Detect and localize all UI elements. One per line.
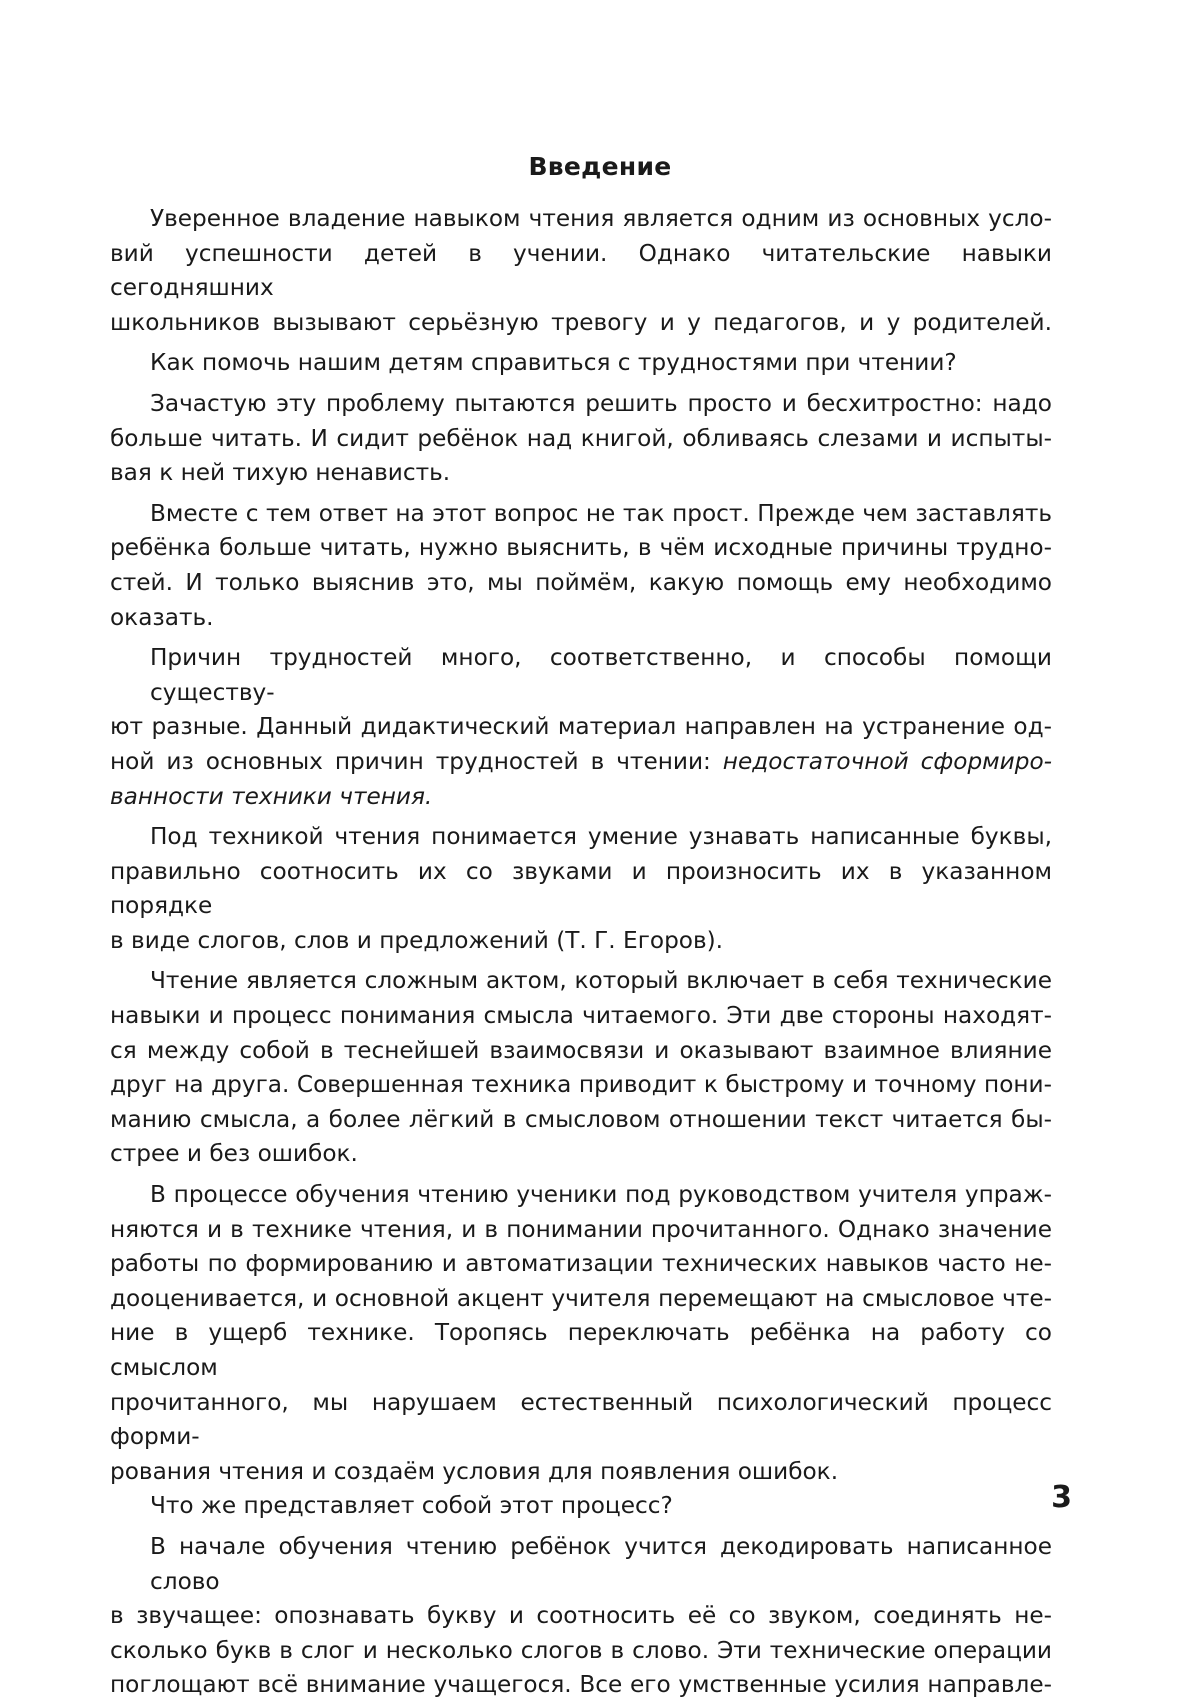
text-line bbox=[110, 1599, 1052, 1634]
text-line bbox=[110, 964, 1052, 999]
text-line bbox=[110, 346, 1052, 381]
text-line bbox=[110, 1282, 1052, 1317]
text-line bbox=[110, 566, 1052, 601]
text-line-content: навыки и процесс понимания смысла читаемого. Эти две стороны находят- bbox=[110, 1002, 1052, 1030]
text-line bbox=[110, 1137, 1052, 1172]
text-line-content: работы по формированию и автоматизации технических навыков часто не- bbox=[110, 1250, 1052, 1278]
text-line-content: Как помочь нашим детям справиться с трудностями при чтении? bbox=[150, 349, 957, 377]
text-line-content: оказать. bbox=[110, 603, 214, 631]
text-line bbox=[110, 1386, 1052, 1455]
text-line bbox=[110, 745, 1052, 780]
text-line-content: дооценивается, и основной акцент учителя перемещают на смысловое чте- bbox=[110, 1284, 1052, 1312]
text-line-content: сколько букв в слог и несколько слогов в слово. Эти технические операции bbox=[110, 1636, 1052, 1664]
text-line-content: Уверенное владение навыком чтения является одним из основных усло- bbox=[150, 205, 1052, 232]
text-line bbox=[110, 601, 1052, 636]
text-line bbox=[110, 1316, 1052, 1385]
text-line bbox=[110, 1455, 1052, 1490]
text-line bbox=[110, 710, 1052, 745]
text-line-content: стей. И только выяснив это, мы поймём, какую помощь ему необходимо bbox=[110, 568, 1052, 596]
page-number: 3 bbox=[1051, 1480, 1072, 1515]
text-line-content: правильно соотносить их со звуками и произносить их в указанном порядке bbox=[110, 857, 1052, 920]
text-line bbox=[110, 1668, 1052, 1703]
text-line-content: рования чтения и создаём условия для появления ошибок. bbox=[110, 1457, 839, 1485]
text-line bbox=[110, 306, 1052, 341]
text-line-content: В процессе обучения чтению ученики под руководством учителя упраж- bbox=[150, 1181, 1052, 1209]
text-line-content: манию смысла, а более лёгкий в смысловом отношении текст читается бы- bbox=[110, 1105, 1052, 1133]
text-line-content: ребёнка больше читать, нужно выяснить, в чём исходные причины трудно- bbox=[110, 534, 1052, 562]
text-line bbox=[110, 1068, 1052, 1103]
text-line-content: в звучащее: опознавать букву и соотносить её со звуком, соединять не- bbox=[110, 1602, 1052, 1630]
text-line bbox=[110, 999, 1052, 1034]
text-line-content: няются и в технике чтения, и в понимании прочитанного. Однако значение bbox=[110, 1215, 1052, 1243]
text-line bbox=[110, 237, 1052, 306]
text-line bbox=[110, 855, 1052, 924]
text-line-content: ся между собой в теснейшей взаимосвязи и оказывают взаимное влияние bbox=[110, 1036, 1052, 1064]
text-line-content: Чтение является сложным актом, который включает в себя технические bbox=[150, 967, 1052, 995]
page-title: Введение bbox=[528, 152, 672, 181]
text-line bbox=[110, 1530, 1052, 1599]
text-line-content: Что же представляет собой этот процесс? bbox=[150, 1492, 673, 1520]
text-line bbox=[110, 924, 1052, 959]
text-line bbox=[110, 387, 1052, 422]
text-line-content: Зачастую эту проблему пытаются решить просто и бесхитростно: надо bbox=[150, 389, 1052, 417]
text-line-content: стрее и без ошибок. bbox=[110, 1140, 358, 1168]
text-line bbox=[110, 456, 1052, 491]
text-line bbox=[110, 1213, 1052, 1248]
text-line bbox=[110, 780, 1052, 815]
text-line bbox=[110, 820, 1052, 855]
text-line-content: ние в ущерб технике. Торопясь переключать ребёнка на работу со смыслом bbox=[110, 1319, 1052, 1381]
text-line bbox=[110, 1178, 1052, 1213]
text-line-content: ют разные. Данный дидактический материал направлен на устранение од- bbox=[110, 713, 1052, 741]
text-line bbox=[110, 1034, 1052, 1069]
italic-emphasis: недостаточной сформиро- bbox=[722, 747, 1052, 775]
text-line bbox=[110, 1634, 1052, 1669]
text-line bbox=[110, 497, 1052, 532]
text-line-content: в виде слогов, слов и предложений (Т. Г. Егоров). bbox=[110, 926, 724, 954]
text-line-content: вая к ней тихую ненависть. bbox=[110, 459, 451, 487]
text-line bbox=[110, 1103, 1052, 1138]
text-line-content: В начале обучения чтению ребёнок учится декодировать написанное слово bbox=[150, 1532, 1052, 1595]
text-line-content: Под техникой чтения понимается умение узнавать написанные буквы, bbox=[150, 823, 1052, 851]
text-line-content: друг на друга. Совершенная техника приводит к быстрому и точному пони- bbox=[110, 1071, 1052, 1099]
text-line-content: Причин трудностей много, соответственно, и способы помощи существу- bbox=[150, 644, 1052, 706]
text-line-content: Вместе с тем ответ на этот вопрос не так прост. Прежде чем заставлять bbox=[150, 499, 1052, 527]
text-line bbox=[110, 422, 1052, 457]
text-line bbox=[110, 531, 1052, 566]
text-line-content: прочитанного, мы нарушаем естественный психологический процесс форми- bbox=[110, 1388, 1052, 1451]
text-line bbox=[110, 1247, 1052, 1282]
text-line bbox=[110, 641, 1052, 710]
text-line-content: вий успешности детей в учении. Однако читательские навыки сегодняшних bbox=[110, 239, 1052, 302]
text-line-content: школьников вызывают серьёзную тревогу и у педагогов, и у родителей. bbox=[110, 308, 1052, 336]
italic-emphasis: ванности техники чтения. bbox=[110, 782, 433, 810]
text-line-content: ной из основных причин трудностей в чтении: bbox=[110, 747, 723, 775]
text-line-content: больше читать. И сидит ребёнок над книгой, обливаясь слезами и испыты- bbox=[110, 424, 1052, 452]
text-line bbox=[110, 202, 1052, 237]
text-line bbox=[110, 1489, 1052, 1524]
text-line-content: поглощают всё внимание учащегося. Все его умственные усилия направле- bbox=[110, 1671, 1052, 1699]
body-text bbox=[110, 202, 1052, 1703]
